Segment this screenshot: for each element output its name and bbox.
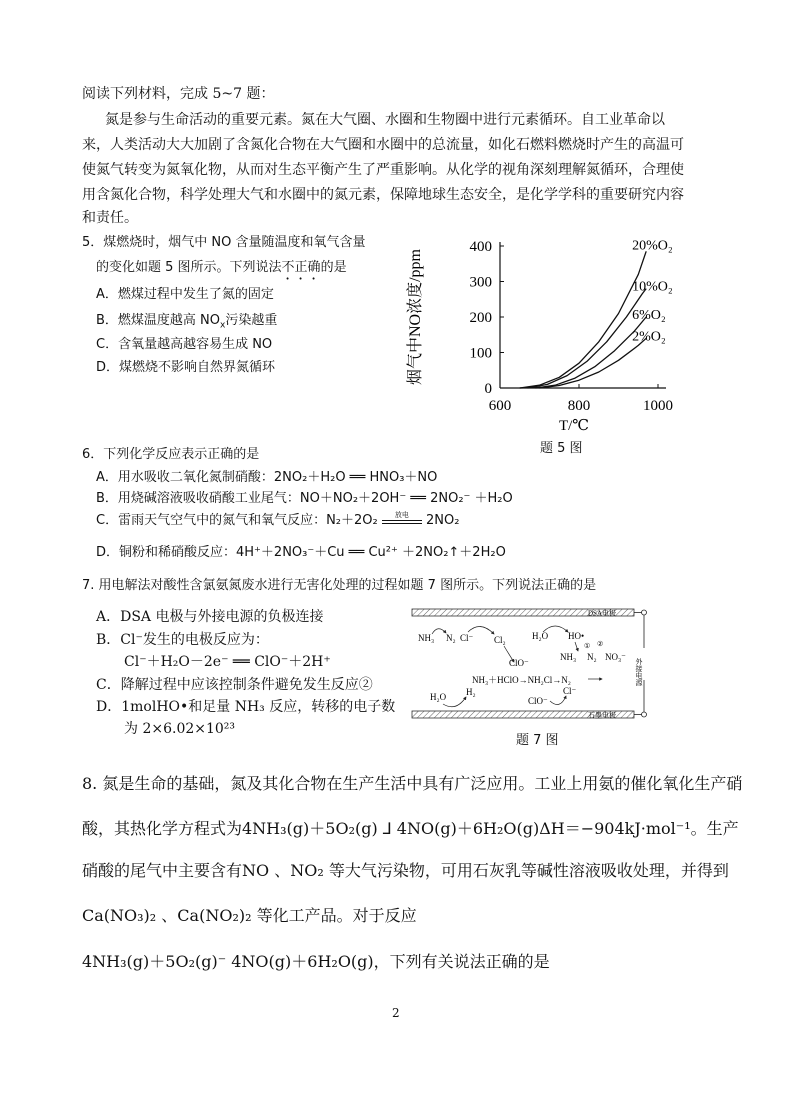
y-tick-label: 100 bbox=[469, 345, 492, 362]
intro-line-3: 使氮气转变为氮氧化物，从而对生态平衡产生了严重影响。从化学的视角深刻理解氮循环，合理使 bbox=[82, 162, 684, 178]
x-tick-label: 1000 bbox=[643, 398, 673, 414]
y-tick-label: 0 bbox=[484, 381, 492, 397]
q8-line2: 酸，其热化学方程式为4NH₃(g)＋5O₂(g) ⅃ 4NO(g)＋6H₂O(g)ΔH＝−904kJ·mol⁻¹。生产 bbox=[82, 819, 739, 838]
y-tick-label: 200 bbox=[469, 310, 492, 326]
q5-option-b-sub: x bbox=[220, 320, 226, 331]
x-tick-label: 800 bbox=[567, 398, 591, 414]
intro-line-2: 来，人类活动大大加剧了含氮化合物在大气圈和水圈中的总流量，如化石燃料燃烧时产生的高温可 bbox=[82, 137, 684, 153]
x-axis-label: T/℃ bbox=[558, 418, 590, 434]
dg-h2o-1: H₂O bbox=[532, 631, 549, 641]
dg-clo-1: ClO⁻ bbox=[509, 658, 529, 668]
q7-option-c: C．降解过程中应该控制条件避免发生反应② bbox=[96, 677, 373, 693]
y-tick-label: 400 bbox=[469, 239, 492, 255]
series-label: 6%O₂ bbox=[632, 308, 666, 323]
q5-option-b bbox=[96, 311, 277, 331]
q5-option-a: A．燃煤过程中发生了氮的固定 bbox=[96, 287, 274, 302]
q7-stem: 7. 用电解法对酸性含氯氨氮废水进行无害化处理的过程如题 7 图所示。下列说法正确的是 bbox=[82, 578, 597, 593]
dg-h2o-2: H₂O bbox=[430, 692, 447, 702]
q8-line5: 4NH₃(g)＋5O₂(g)⁻ 4NO(g)＋6H₂O(g)，下列有关说法正确的是 bbox=[82, 952, 550, 971]
terminal-top bbox=[642, 610, 647, 615]
dg-n2-1: N₂ bbox=[446, 633, 456, 643]
q7-caption: 题 7 图 bbox=[516, 733, 559, 748]
dg-nh3-2: NH₃ bbox=[560, 652, 577, 662]
dg-clo-2: ClO⁻ bbox=[528, 696, 548, 706]
q8-line3: 硝酸的尾气中主要含有NO 、NO₂ 等大气污染物，可用石灰乳等碱性溶液吸收处理，并得到 bbox=[82, 861, 729, 880]
terminal-bottom bbox=[642, 712, 647, 717]
dg-step-2: ② bbox=[597, 640, 604, 648]
dg-n2-2: N₂ bbox=[587, 652, 597, 662]
dg-nh3-1: NH₃ bbox=[418, 633, 435, 643]
dg-cl-1: Cl⁻ bbox=[460, 633, 474, 643]
q8-line1: 8. 氮是生命的基础，氮及其化合物在生产生活中具有广泛应用。工业上用氨的催化氧化生产硝 bbox=[82, 774, 743, 793]
q5-option-d: D．煤燃烧不影响自然界氮循环 bbox=[96, 360, 276, 375]
y-tick-label: 300 bbox=[469, 274, 492, 291]
q6-option-c bbox=[96, 511, 459, 531]
q6-option-b: B．用烧碱溶液吸收硝酸工业尾气：NO＋NO₂＋2OH⁻ ══ 2NO₂⁻ ＋H₂O bbox=[96, 491, 513, 506]
power-label: 外接电源 bbox=[635, 658, 643, 686]
q5-line2-pre: 的变化如题 5 图所示。下列说法 bbox=[96, 260, 282, 275]
q5-option-b-pre: B．燃煤温度越高 NO bbox=[96, 313, 221, 328]
intro-heading: 阅读下列材料，完成 5~7 题： bbox=[82, 86, 275, 102]
dg-h2: H₂ bbox=[466, 687, 476, 697]
q5-caption: 题 5 图 bbox=[540, 441, 583, 456]
series-label: 2%O₂ bbox=[632, 329, 666, 345]
dg-cl-2: Cl⁻ bbox=[563, 686, 577, 696]
page-number: 2 bbox=[392, 1006, 400, 1020]
q7-option-d: D．1molHO•和足量 NH₃ 反应，转移的电子数 bbox=[96, 699, 396, 715]
q5-emphasis: 不正确 bbox=[281, 260, 321, 275]
q5-option-c: C．含氧量越高越容易生成 NO bbox=[96, 337, 273, 352]
q6-option-d: D．铜粉和稀硝酸反应：4H⁺＋2NO₃⁻＋Cu ══ Cu²⁺ ＋2NO₂↑＋2H₂O bbox=[96, 545, 506, 560]
dg-reaction-chain: NH₃＋HClO→NH₂Cl→N₂ bbox=[472, 675, 571, 685]
no-concentration-chart bbox=[400, 232, 700, 437]
dg-ho-radical: HO• bbox=[568, 631, 585, 641]
series-label: 10%O₂ bbox=[632, 279, 673, 295]
q6-option-c-pre: C．雷雨天气空气中的氮气和氧气反应：N₂＋2O₂ bbox=[96, 513, 378, 528]
series-label: 20%O₂ bbox=[632, 238, 673, 254]
q6-option-c-post: 2NO₂ bbox=[426, 513, 460, 528]
x-tick-label: 600 bbox=[488, 398, 512, 414]
q7-option-b-equation: Cl⁻＋H₂O－2e⁻ ══ ClO⁻＋2H⁺ bbox=[124, 654, 331, 670]
q5-line2-post: 的是 bbox=[320, 260, 347, 275]
q7-option-a: A．DSA 电极与外接电源的负极连接 bbox=[96, 609, 324, 625]
electrolysis-diagram bbox=[410, 606, 665, 724]
q8-line4: Ca(NO₃)₂ 、Ca(NO₂)₂ 等化工产品。对于反应 bbox=[82, 906, 417, 925]
q5-line2 bbox=[96, 258, 347, 283]
q5-option-b-post: 污染越重 bbox=[225, 313, 278, 328]
q7-option-d-cont: 为 2×6.02×10²³ bbox=[124, 721, 236, 737]
graphite-label: 石墨电极 bbox=[588, 711, 616, 720]
q5-line1: 5．煤燃烧时，烟气中 NO 含量随温度和氧气含量 bbox=[82, 235, 366, 250]
q6-option-a: A．用水吸收二氧化氮制硝酸：2NO₂＋H₂O ══ HNO₃＋NO bbox=[96, 470, 438, 485]
intro-line-4: 用含氮化合物，科学处理大气和水圈中的氮元素，保障地球生态安全，是化学学科的重要研究内容 bbox=[82, 187, 684, 203]
series-line bbox=[520, 251, 646, 388]
q6-stem: 6．下列化学反应表示正确的是 bbox=[82, 447, 260, 462]
y-axis-label: 烟气中NO浓度/ppm bbox=[407, 248, 424, 386]
discharge-arrow bbox=[382, 511, 422, 524]
dg-no3: NO₃⁻ bbox=[605, 652, 626, 662]
series-line bbox=[528, 289, 647, 388]
discharge-condition: 放电 bbox=[394, 511, 409, 519]
intro-line-1: 氮是参与生命活动的重要元素。氮在大气圈、水圈和生物圈中进行元素循环。自工业革命以 bbox=[105, 112, 665, 128]
intro-line-5: 和责任。 bbox=[82, 210, 138, 226]
dg-step-1: ① bbox=[584, 642, 591, 650]
q7-option-b: B．Cl⁻发生的电极反应为： bbox=[96, 632, 269, 648]
dg-cl2: Cl₂ bbox=[494, 635, 506, 645]
dsa-label: DSA电极 bbox=[588, 609, 617, 618]
